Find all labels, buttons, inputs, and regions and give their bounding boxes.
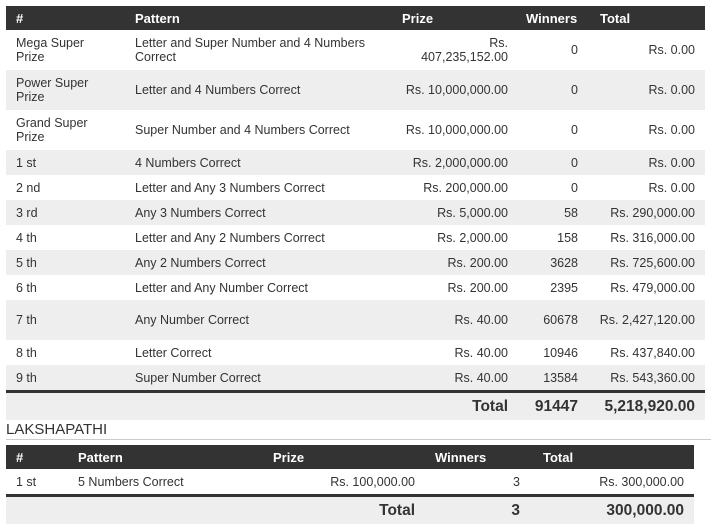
rank-cell: 1 st (16, 474, 37, 489)
prize-cell: Rs. 100,000.00 (330, 474, 415, 489)
winners-cell: 0 (571, 43, 578, 57)
pattern-cell: Super Number and 4 Numbers Correct (135, 123, 350, 137)
table-header (6, 445, 694, 469)
rank-cell: 5 th (6, 250, 125, 275)
table-row (6, 469, 694, 496)
winners-cell: 0 (571, 123, 578, 137)
table-header (6, 6, 705, 30)
rank-cell: 2 nd (16, 180, 41, 195)
prize-cell: Rs. 10,000,000.00 (405, 123, 508, 137)
rank-cell: 7 th (6, 300, 125, 340)
header-total: Total (588, 6, 705, 30)
rank-cell: 8 th (16, 345, 37, 360)
rank-cell: Power Super Prize (6, 70, 125, 110)
pattern-cell: Letter and Any 2 Numbers Correct (135, 230, 325, 245)
rank-cell: Grand Super Prize (16, 116, 88, 144)
prize-cell: Rs. 200.00 (447, 280, 508, 295)
total-row (6, 496, 694, 525)
winners-cell: 158 (557, 230, 578, 245)
pattern-cell: Any 2 Numbers Correct (125, 250, 392, 275)
total-row (6, 392, 705, 421)
table-row (6, 175, 705, 200)
total-cell: Rs. 437,840.00 (610, 345, 695, 360)
prize-cell: Rs. 40.00 (392, 365, 518, 392)
total-cell: Rs. 725,600.00 (588, 250, 705, 275)
total-cell: Rs. 543,360.00 (588, 365, 705, 392)
winners-cell: 0 (518, 150, 588, 175)
rank-cell: 1 st (6, 150, 125, 175)
table-row (6, 150, 705, 175)
header-pattern: Pattern (125, 6, 392, 30)
table-row (6, 30, 705, 70)
header-num: # (6, 6, 125, 30)
winners-cell: 10946 (543, 345, 578, 360)
pattern-cell: 4 Numbers Correct (125, 150, 392, 175)
table-row (6, 365, 705, 392)
winners-cell: 0 (571, 180, 578, 195)
prize-cell: Rs. 407,235,152.00 (421, 36, 508, 64)
rank-cell: 4 th (16, 230, 37, 245)
header-winners: Winners (518, 6, 588, 30)
header-num: # (6, 445, 68, 469)
total-cell: Rs. 0.00 (648, 180, 695, 195)
prize-cell: Rs. 5,000.00 (392, 200, 518, 225)
pattern-cell: Letter and Any Number Correct (135, 280, 308, 295)
rank-cell: 9 th (6, 365, 125, 392)
lakshapathi-table (6, 445, 694, 524)
pattern-cell: Any Number Correct (125, 300, 392, 340)
winners-cell: 2395 (550, 280, 578, 295)
pattern-cell: Super Number Correct (125, 365, 392, 392)
table-row (6, 70, 705, 110)
prize-cell: Rs. 2,000.00 (437, 230, 508, 245)
total-cell: Rs. 0.00 (648, 43, 695, 57)
table-row (6, 200, 705, 225)
total-amount: 5,218,920.00 (588, 392, 705, 421)
header-prize: Prize (265, 445, 425, 469)
section-title: LAKSHAPATHI (6, 420, 711, 440)
prize-cell: Rs. 2,000,000.00 (392, 150, 518, 175)
total-label: Total (265, 496, 425, 525)
winners-cell: 13584 (518, 365, 588, 392)
header-pattern: Pattern (68, 445, 265, 469)
total-amount: 300,000.00 (530, 496, 694, 525)
pattern-cell: Any 3 Numbers Correct (125, 200, 392, 225)
pattern-cell: Letter and Any 3 Numbers Correct (135, 180, 325, 195)
table-row (6, 340, 705, 365)
header-winners: Winners (425, 445, 530, 469)
prize-cell: Rs. 200.00 (392, 250, 518, 275)
total-cell: Rs. 290,000.00 (588, 200, 705, 225)
winners-cell: 3628 (518, 250, 588, 275)
prize-cell: Rs. 200,000.00 (423, 180, 508, 195)
total-cell: Rs. 300,000.00 (599, 474, 684, 489)
prize-cell: Rs. 40.00 (392, 300, 518, 340)
rank-cell: 3 rd (6, 200, 125, 225)
total-cell: Rs. 2,427,120.00 (588, 300, 705, 340)
rank-cell: 6 th (16, 280, 37, 295)
main-prize-table (6, 6, 705, 420)
total-label: Total (392, 392, 518, 421)
winners-cell: 3 (513, 474, 520, 489)
pattern-cell: Letter and 4 Numbers Correct (125, 70, 392, 110)
prize-cell: Rs. 10,000,000.00 (392, 70, 518, 110)
prize-cell: Rs. 40.00 (454, 345, 508, 360)
winners-cell: 58 (518, 200, 588, 225)
table-row (6, 275, 705, 300)
header-total: Total (530, 445, 694, 469)
total-cell: Rs. 479,000.00 (610, 280, 695, 295)
winners-cell: 60678 (518, 300, 588, 340)
header-prize: Prize (392, 6, 518, 30)
table-row (6, 110, 705, 150)
pattern-cell: Letter and Super Number and 4 Numbers Correct (135, 36, 365, 64)
table-row (6, 300, 705, 340)
pattern-cell: Letter Correct (135, 345, 212, 360)
total-cell: Rs. 316,000.00 (610, 230, 695, 245)
total-cell: Rs. 0.00 (588, 70, 705, 110)
total-winners: 91447 (518, 392, 588, 421)
table-row (6, 250, 705, 275)
pattern-cell: 5 Numbers Correct (78, 474, 184, 489)
total-winners: 3 (425, 496, 530, 525)
total-cell: Rs. 0.00 (588, 150, 705, 175)
rank-cell: Mega Super Prize (16, 36, 85, 64)
total-cell: Rs. 0.00 (648, 123, 695, 137)
table-row (6, 225, 705, 250)
winners-cell: 0 (518, 70, 588, 110)
